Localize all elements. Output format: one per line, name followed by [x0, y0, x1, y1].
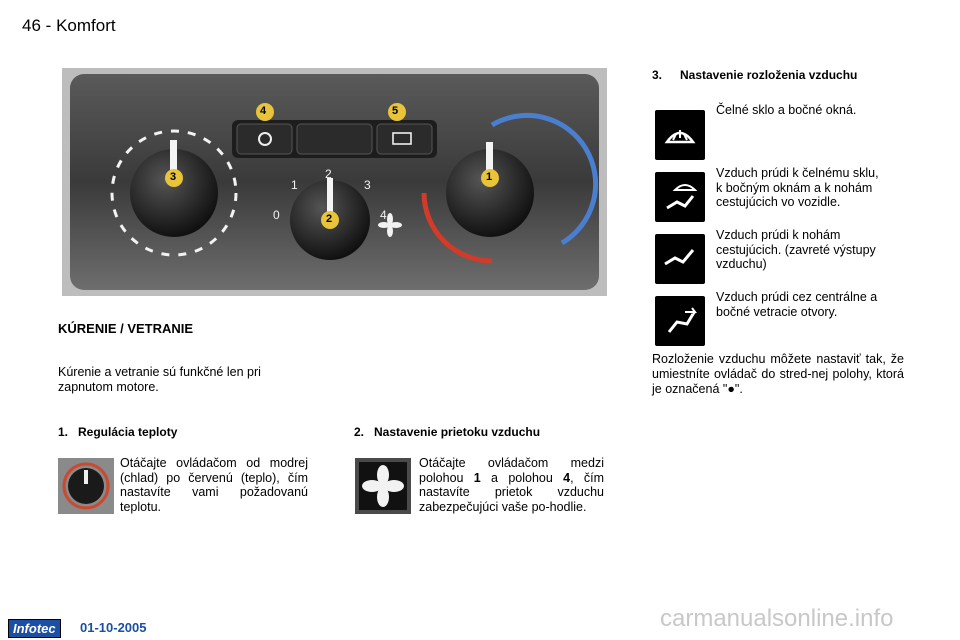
fan-pos-1: 1 — [291, 178, 298, 192]
distribution-item-4: Vzduch prúdi cez centrálne a bočné vetracie otvory. — [716, 290, 878, 319]
distribution-note: Rozloženie vzduchu môžete nastaviť tak, že umiestníte ovládač do stred-nej polohy, ktorá je označená "●". — [652, 352, 904, 396]
face-vents-icon — [655, 296, 705, 346]
chapter-title: Komfort — [56, 16, 116, 35]
section2-title: 2. Nastavenie prietoku vzduchu — [354, 425, 541, 439]
page-number: 46 — [22, 16, 41, 35]
page-header — [22, 16, 116, 36]
fan-icon — [355, 458, 411, 514]
distribution-item-3: Vzduch prúdi k nohám cestujúcich. (zavreté výstupy vzduchu) — [716, 228, 876, 271]
temperature-knob-icon — [58, 458, 114, 514]
windscreen-feet-icon — [655, 172, 705, 222]
knob-marker-2: 2 — [326, 213, 333, 225]
button-marker-4: 4 — [260, 105, 267, 117]
section2-text: Otáčajte ovládačom medzi polohou 1 a polohou 4, čím nastavíte prietok vzduchu zabezpečujúci vaše po-hodlie. — [419, 456, 604, 514]
fan-pos-0: 0 — [273, 208, 280, 222]
footer-date: 01-10-2005 — [80, 620, 147, 635]
windscreen-demist-icon — [655, 110, 705, 160]
infotec-logo: Infotec — [8, 619, 61, 638]
fan-pos-4: 4 — [380, 208, 387, 222]
section-heading: KÚRENIE / VETRANIE — [58, 321, 194, 336]
section1-text: Otáčajte ovládačom od modrej (chlad) po červenú (teplo), čím nastavíte vami požadovanú teplotu. — [120, 456, 308, 514]
feet-icon — [655, 234, 705, 284]
distribution-item-2: Vzduch prúdi k čelnému sklu, k bočným oknám a k nohám cestujúcich vo vozidle. — [716, 166, 879, 209]
heater-panel-photo — [62, 68, 607, 296]
section1-title: 1. Regulácia teploty — [58, 425, 178, 439]
section3-number: 3. — [652, 68, 663, 82]
button-marker-5: 5 — [392, 105, 399, 117]
knob-marker-3: 3 — [170, 171, 177, 183]
dot-mark: ● — [727, 382, 735, 396]
intro-text: Kúrenie a vetranie sú funkčné len pri zapnutom motore. — [58, 365, 261, 394]
distribution-item-1: Čelné sklo a bočné okná. — [716, 103, 857, 117]
fan-pos-2: 2 — [325, 167, 332, 181]
knob-marker-1: 1 — [486, 171, 493, 183]
fan-pos-3: 3 — [364, 178, 371, 192]
section3-title: Nastavenie rozloženia vzduchu — [680, 68, 858, 82]
watermark: carmanualsonline.info — [660, 605, 894, 632]
header-separator: - — [45, 16, 52, 35]
